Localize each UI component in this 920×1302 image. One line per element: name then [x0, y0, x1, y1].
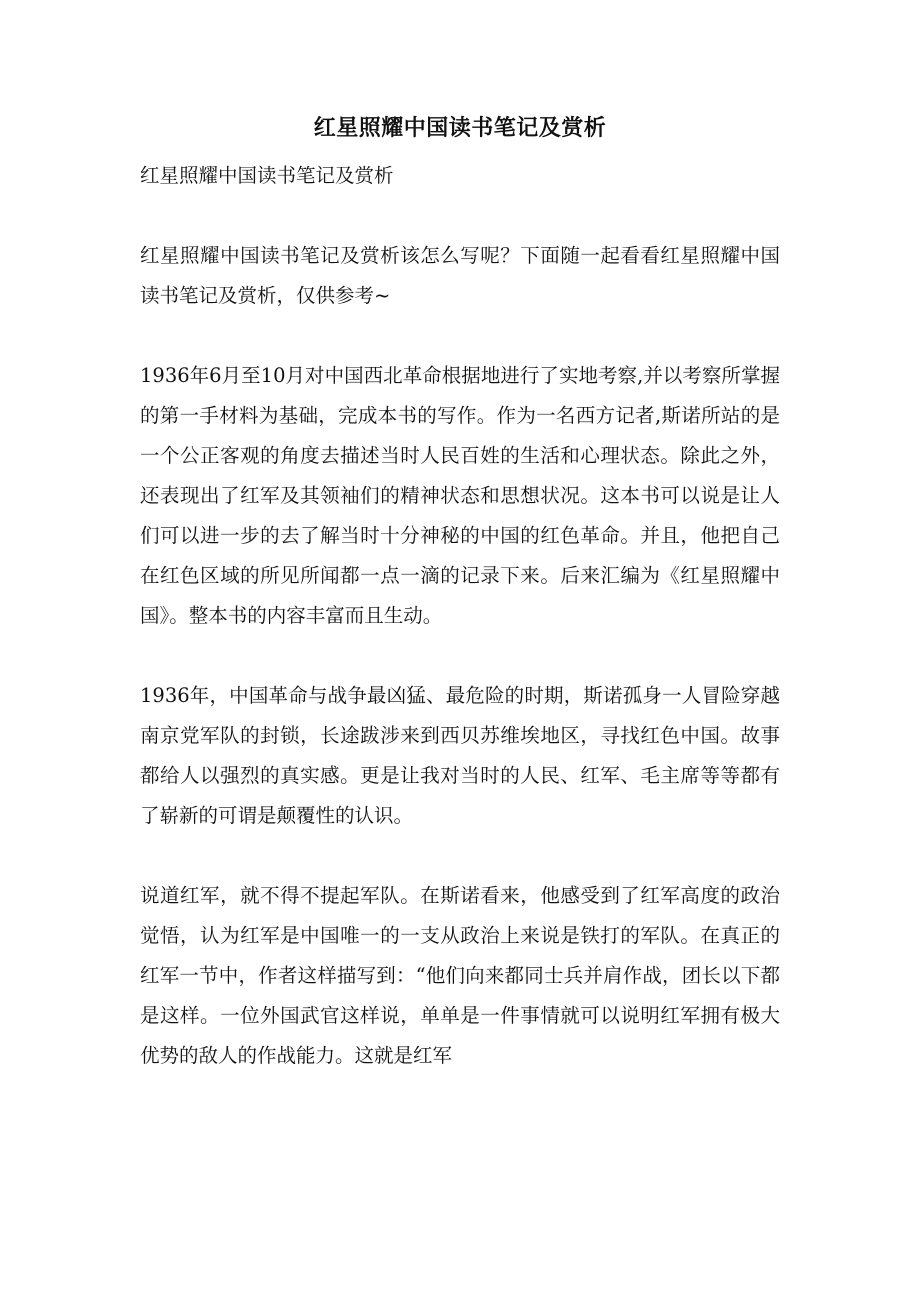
document-body	[140, 156, 780, 1116]
paragraph-1936-june: 1936年6月至10月对中国西北革命根据地进行了实地考察,并以考察所掌握的第一手材料为基础，完成本书的写作。作为一名西方记者,斯诺所站的是一个公正客观的角度去描述当时人民百姓的生活和心理状态。除此之外，还表现出了红军及其领袖们的精神状态和思想状况。这本书可以说是让人们可以进一步的去了解当时十分神秘的中国的红色革命。并且，他把自己在红色区域的所见所闻都一点一滴的记录下来。后来汇编为《红星照耀中国》。整本书的内容丰富而且生动。	[140, 364, 780, 627]
paragraph-intro: 红星照耀中国读书笔记及赏析该怎么写呢？下面随一起看看红星照耀中国读书笔记及赏析，仅供参考~	[140, 244, 780, 307]
paragraph-red-army: 说道红军，就不得不提起军队。在斯诺看来，他感受到了红军高度的政治觉悟，认为红军是中国唯一的一支从政治上来说是铁打的军队。在真正的红军一节中，作者这样描写到：“他们向来都同士兵并肩作战，团长以下都是这样。一位外国武官这样说，单单是一件事情就可以说明红军拥有极大优势的敌人的作战能力。这就是红军	[140, 884, 780, 1067]
document-title: 红星照耀中国读书笔记及赏析	[313, 115, 607, 141]
paragraph-1936-revolution: 1936年，中国革命与战争最凶猛、最危险的时期，斯诺孤身一人冒险穿越南京党军队的封锁，长途跋涉来到西贝苏维埃地区，寻找红色中国。故事都给人以强烈的真实感。更是让我对当时的人民、红军、毛主席等等都有了崭新的可谓是颠覆性的认识。	[140, 684, 780, 827]
document-subtitle: 红星照耀中国读书笔记及赏析	[140, 164, 394, 187]
